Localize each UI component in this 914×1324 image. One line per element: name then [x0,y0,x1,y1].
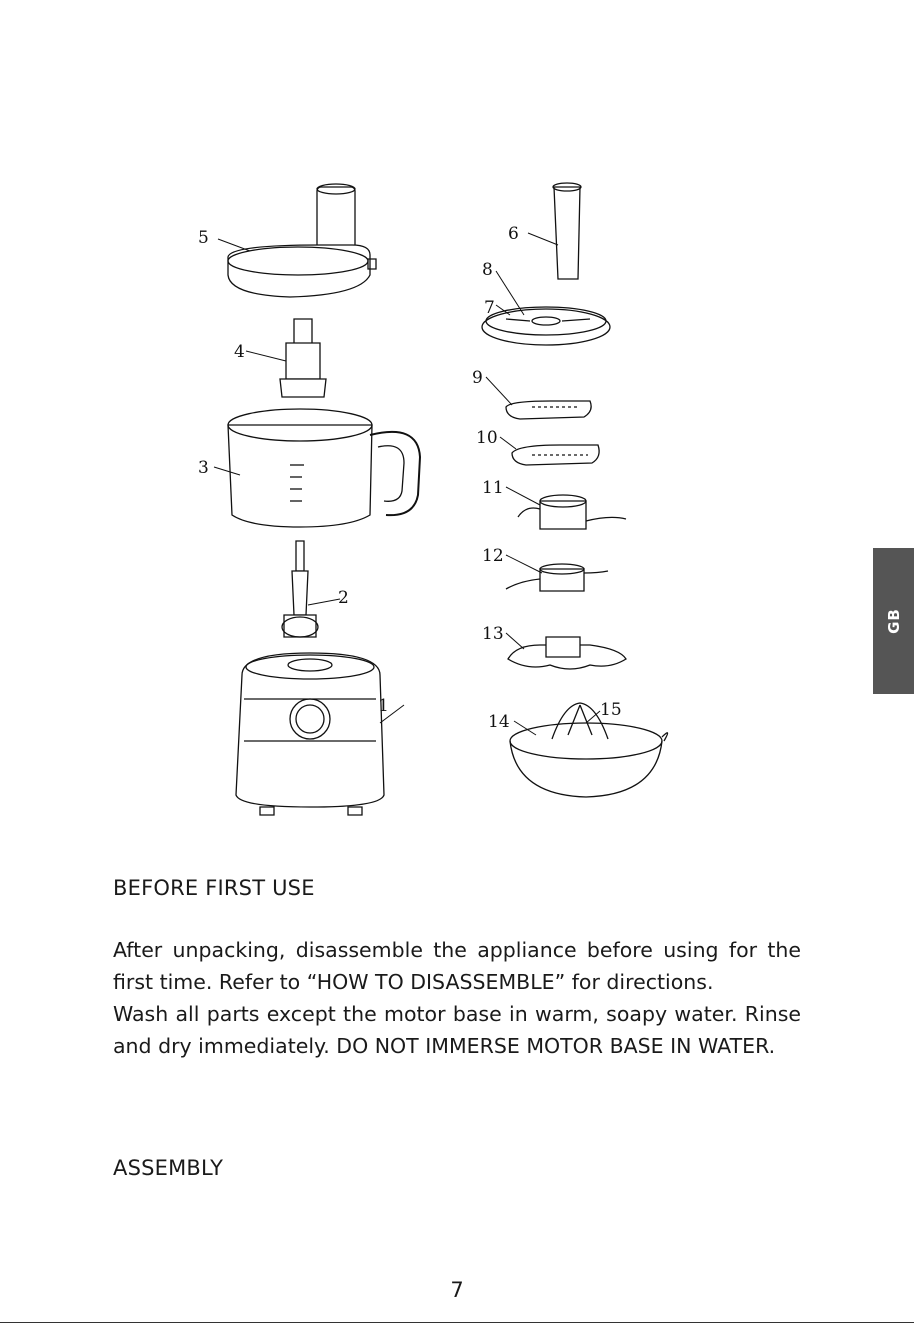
callout-14: 14 [488,712,510,732]
parts-exploded-diagram [180,175,680,835]
callout-13: 13 [482,624,504,644]
part-pusher [553,183,581,279]
paragraph: Wash all parts except the motor base in warm, soapy water. Rinse and dry immediately. DO NOT IMMERSE MOTOR BASE IN WATER. [113,1002,801,1058]
callout-10: 10 [476,428,498,448]
callout-8: 8 [482,260,493,280]
callout-15: 15 [600,700,622,720]
language-tab-label: GB [884,608,903,634]
part-citrus-juicer [510,703,668,797]
callout-7: 7 [484,298,495,318]
part-lid-feed-tube [228,184,376,297]
paragraph: After unpacking, disassemble the appliance before using for the first time. Refer to “HOW TO DISASSEMBLE” for directions. [113,938,801,994]
part-chopping-blade [518,495,626,529]
callout-4: 4 [234,342,245,362]
callout-9: 9 [472,368,483,388]
page-number: 7 [450,1278,464,1302]
part-grating-disc-fine [506,401,591,419]
callout-6: 6 [508,224,519,244]
callout-2: 2 [338,588,349,608]
callout-5: 5 [198,228,209,248]
part-coupler [280,319,326,397]
bottom-divider [0,1322,914,1323]
part-grating-disc-coarse [512,445,599,465]
callout-12: 12 [482,546,504,566]
part-bowl [228,409,420,527]
callout-3: 3 [198,458,209,478]
part-dough-blade [506,564,608,591]
part-drive-shaft [282,541,318,637]
before-first-use-text [113,934,801,1062]
section-heading-before-first-use: BEFORE FIRST USE [113,876,315,900]
callout-11: 11 [482,478,504,498]
language-tab [873,548,914,694]
part-whisk-disc [508,637,626,669]
callout-1: 1 [378,696,389,716]
part-motor-base [236,653,384,815]
section-heading-assembly: ASSEMBLY [113,1156,224,1180]
part-slicing-disc [482,307,610,345]
